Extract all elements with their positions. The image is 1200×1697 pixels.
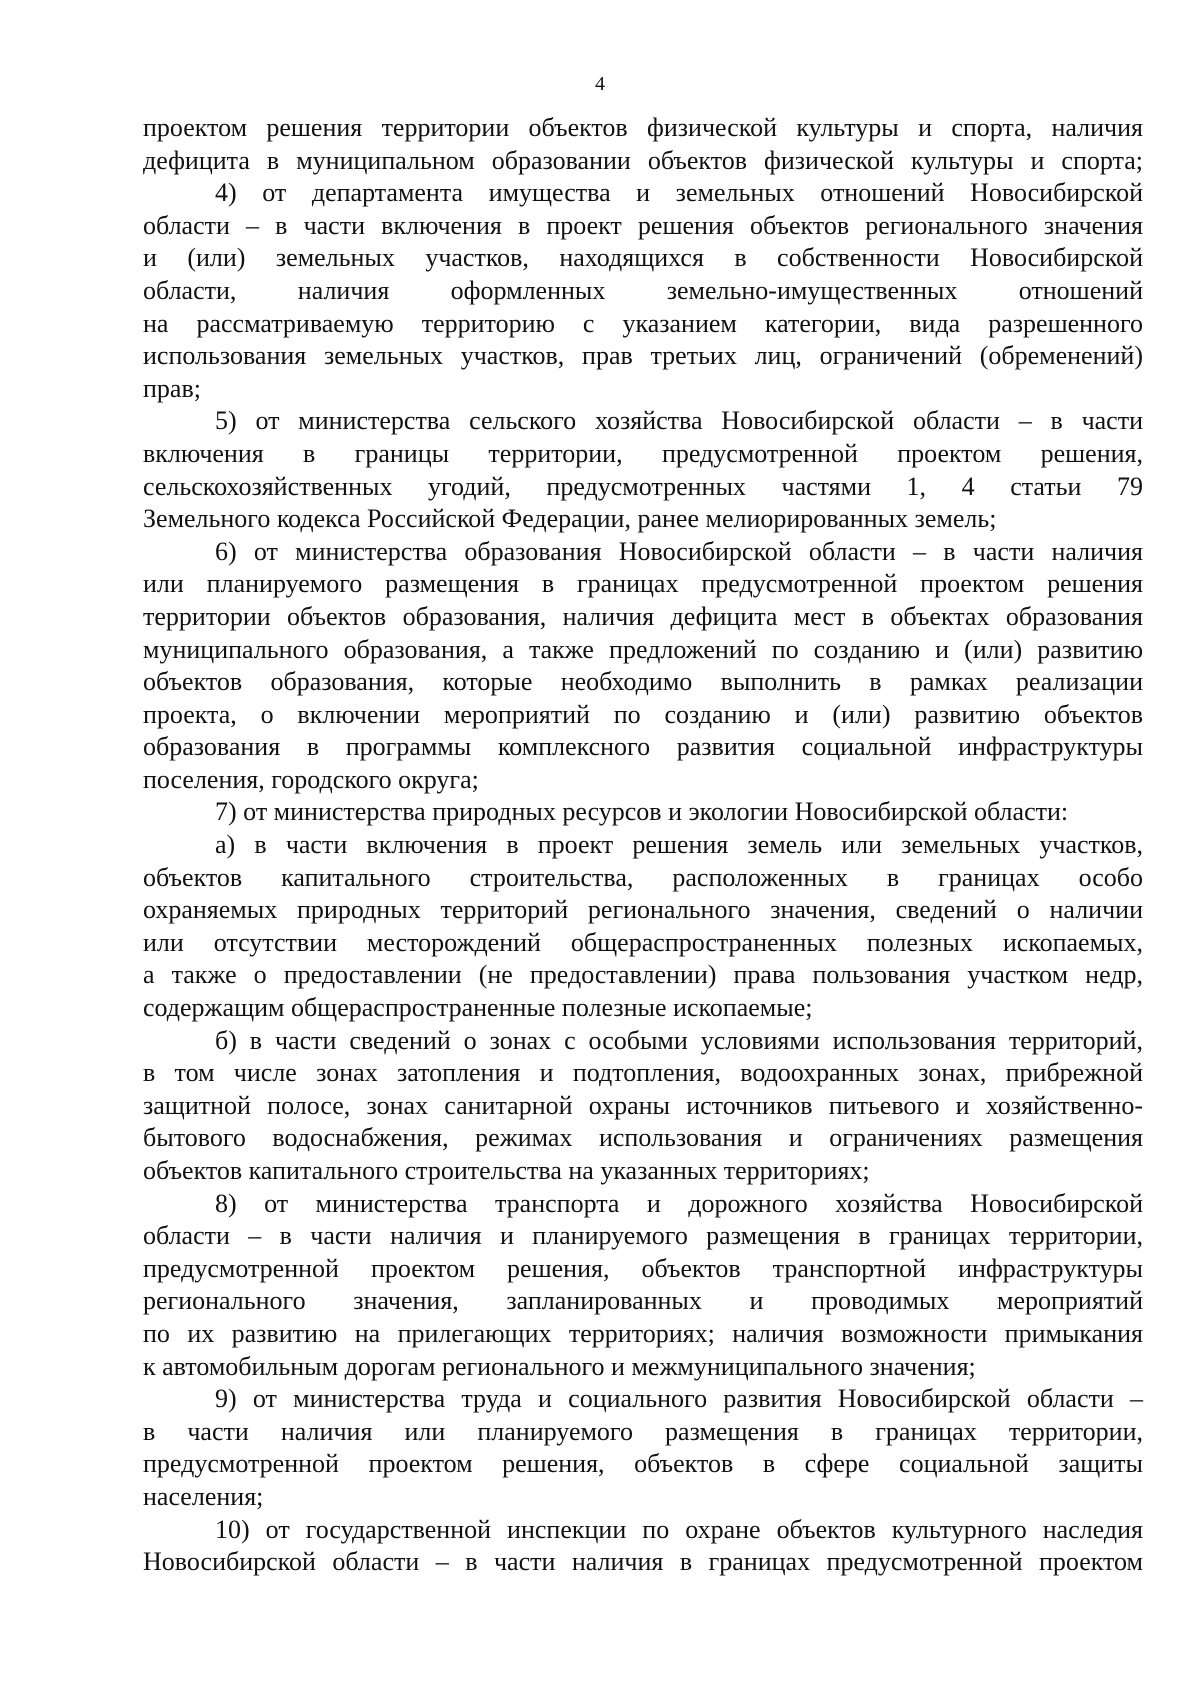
paragraph (143, 536, 1143, 797)
paragraph (143, 1383, 1143, 1513)
text-line: 7) от министерства природных ресурсов и экологии Новосибирской области: (215, 797, 1069, 827)
paragraph (143, 112, 1143, 177)
text-line: 6) от министерства образования Новосибирской области – в части наличия (215, 536, 1143, 566)
text-line: а) в части включения в проект решения земель или земельных участков, (215, 830, 1143, 860)
text-line: сельскохозяйственных угодий, предусмотренных частями 1, 4 статьи 79 (143, 471, 1143, 501)
text-line: области – в части наличия и планируемого размещения в границах территории, (143, 1221, 1143, 1251)
paragraph (143, 1514, 1143, 1579)
text-line: 10) от государственной инспекции по охране объектов культурного наследия (215, 1514, 1143, 1544)
text-line: содержащим общераспространенные полезные ископаемые; (143, 993, 813, 1023)
paragraph (143, 829, 1143, 1025)
text-line: использования земельных участков, прав третьих лиц, ограничений (обременений) (143, 341, 1143, 371)
text-line: в части наличия или планируемого размещения в границах территории, (143, 1416, 1143, 1446)
text-line: объектов образования, которые необходимо выполнить в рамках реализации (143, 667, 1143, 697)
text-line: 9) от министерства труда и социального развития Новосибирской области – (215, 1384, 1143, 1414)
text-line: прав; (143, 373, 201, 403)
text-line: Земельного кодекса Российской Федерации, ранее мелиорированных земель; (143, 504, 997, 534)
text-line: охраняемых природных территорий регионального значения, сведений о наличии (143, 895, 1143, 925)
text-line: в том числе зонах затопления и подтопления, водоохранных зонах, прибрежной (143, 1058, 1143, 1088)
text-line: области – в части включения в проект решения объектов регионального значения (143, 210, 1143, 240)
text-line: Новосибирской области – в части наличия в границах предусмотренной проектом (143, 1547, 1143, 1577)
paragraph (143, 1188, 1143, 1384)
text-line: предусмотренной проектом решения, объектов транспортной инфраструктуры (143, 1253, 1143, 1283)
text-line: проектом решения территории объектов физической культуры и спорта, наличия (143, 113, 1143, 142)
paragraph (143, 405, 1143, 535)
text-line: регионального значения, запланированных и проводимых мероприятий (143, 1286, 1143, 1316)
text-line: области, наличия оформленных земельно-имущественных отношений (143, 275, 1143, 305)
paragraph (143, 1025, 1143, 1188)
text-line: 5) от министерства сельского хозяйства Новосибирской области – в части (215, 406, 1143, 436)
text-line: поселения, городского округа; (143, 764, 479, 794)
text-line: территории объектов образования, наличия дефицита мест в объектах образования (143, 601, 1143, 631)
text-line: объектов капитального строительства, расположенных в границах особо (143, 862, 1143, 892)
text-line: на рассматриваемую территорию с указанием категории, вида разрешенного (143, 308, 1143, 338)
text-line: б) в части сведений о зонах с особыми условиями использования территорий, (215, 1025, 1143, 1055)
document-body (143, 112, 1143, 1579)
text-line: по их развитию на прилегающих территориях; наличия возможности примыкания (143, 1318, 1143, 1348)
text-line: предусмотренной проектом решения, объектов в сфере социальной защиты (143, 1449, 1143, 1479)
paragraph (143, 796, 1143, 829)
text-line: образования в программы комплексного развития социальной инфраструктуры (143, 732, 1143, 762)
text-line: проекта, о включении мероприятий по созданию и (или) развитию объектов (143, 699, 1143, 729)
text-line: или планируемого размещения в границах предусмотренной проектом решения (143, 569, 1143, 599)
text-line: муниципального образования, а также предложений по созданию и (или) развитию (143, 634, 1143, 664)
text-line: объектов капитального строительства на указанных территориях; (143, 1156, 870, 1185)
text-line: бытового водоснабжения, режимах использования и ограничениях размещения (143, 1123, 1143, 1153)
text-line: включения в границы территории, предусмотренной проектом решения, (143, 438, 1143, 468)
text-line: а также о предоставлении (не предоставлении) права пользования участком недр, (143, 960, 1143, 990)
page-number: 4 (595, 73, 605, 95)
text-line: 8) от министерства транспорта и дорожного хозяйства Новосибирской (215, 1188, 1143, 1218)
text-line: дефицита в муниципальном образовании объектов физической культуры и спорта; (143, 145, 1143, 175)
text-line: 4) от департамента имущества и земельных отношений Новосибирской (215, 178, 1143, 208)
text-line: и (или) земельных участков, находящихся в собственности Новосибирской (143, 243, 1143, 273)
text-line: защитной полосе, зонах санитарной охраны источников питьевого и хозяйственно- (143, 1090, 1143, 1120)
text-line: населения; (143, 1481, 264, 1511)
paragraph (143, 177, 1143, 405)
text-line: к автомобильным дорогам регионального и межмуниципального значения; (143, 1351, 976, 1381)
text-line: или отсутствии месторождений общераспространенных полезных ископаемых, (143, 927, 1143, 957)
